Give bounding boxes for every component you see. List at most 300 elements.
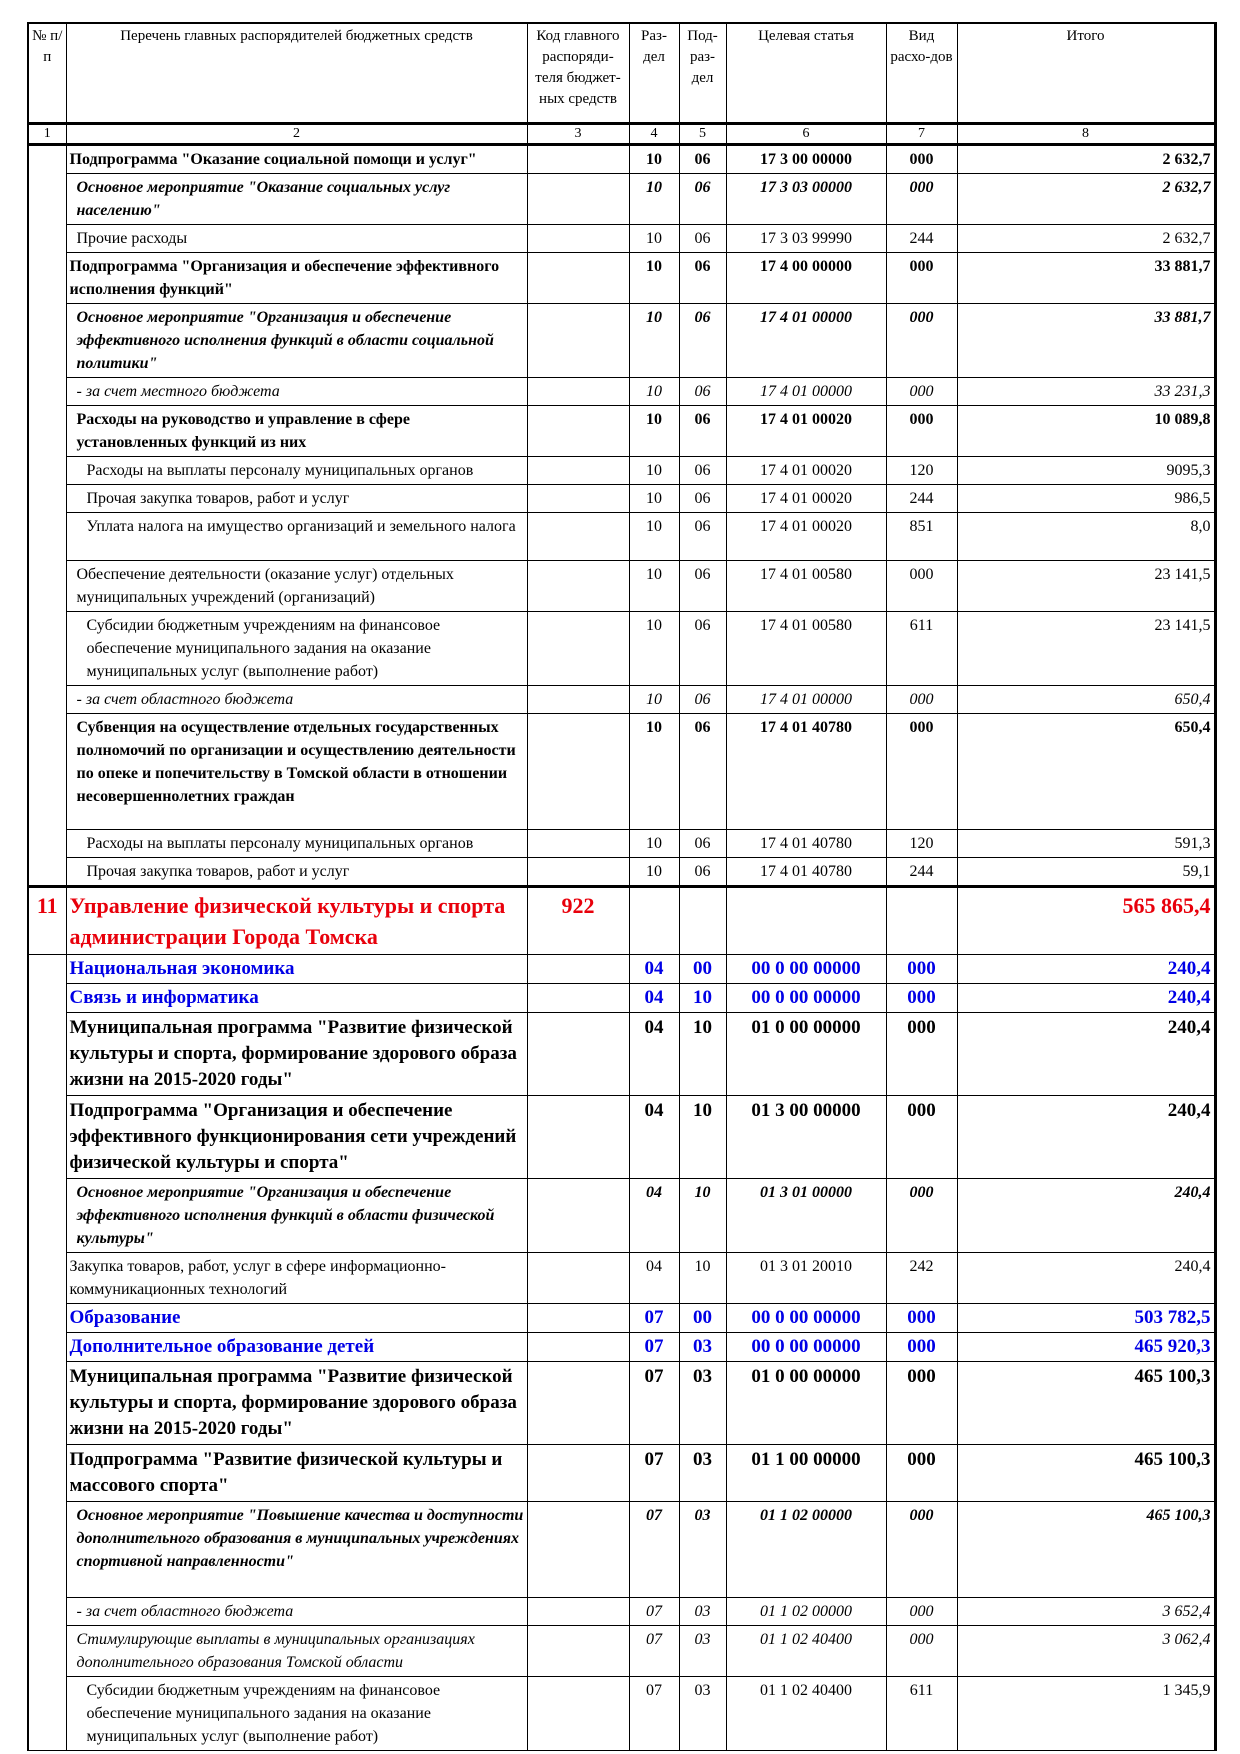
row-razdel: 07 — [629, 1444, 679, 1501]
row-code — [527, 252, 629, 303]
row-total: 240,4 — [957, 954, 1215, 983]
row-num — [28, 1332, 66, 1361]
row-podrazdel: 03 — [679, 1361, 726, 1444]
row-target: 17 4 01 00020 — [726, 512, 886, 560]
row-name: Прочая закупка товаров, работ и услуг — [66, 857, 527, 886]
row-total: 650,4 — [957, 713, 1215, 829]
row-num — [28, 829, 66, 857]
row-razdel: 10 — [629, 829, 679, 857]
row-vid: 000 — [886, 685, 957, 713]
row-num — [28, 377, 66, 405]
row-num — [28, 1444, 66, 1501]
table-row — [28, 1444, 1215, 1501]
row-podrazdel: 06 — [679, 303, 726, 377]
row-num — [28, 484, 66, 512]
row-vid — [886, 886, 957, 954]
row-razdel: 04 — [629, 1178, 679, 1252]
row-code — [527, 1597, 629, 1625]
table-row — [28, 983, 1215, 1012]
row-num — [28, 173, 66, 224]
row-total: 9095,3 — [957, 456, 1215, 484]
row-vid: 000 — [886, 983, 957, 1012]
row-num — [28, 456, 66, 484]
row-code — [527, 611, 629, 685]
row-code — [527, 1095, 629, 1178]
row-podrazdel: 06 — [679, 252, 726, 303]
row-podrazdel — [679, 886, 726, 954]
row-name: Закупка товаров, работ, услуг в сфере информационно-коммуникационных технологий — [66, 1252, 527, 1303]
row-razdel: 10 — [629, 224, 679, 252]
row-razdel: 07 — [629, 1303, 679, 1332]
row-razdel: 10 — [629, 611, 679, 685]
row-target: 00 0 00 00000 — [726, 983, 886, 1012]
row-total: 240,4 — [957, 983, 1215, 1012]
table-row — [28, 1178, 1215, 1252]
row-total: 565 865,4 — [957, 886, 1215, 954]
row-name: Расходы на руководство и управление в сфере установленных функций из них — [66, 405, 527, 456]
row-target: 01 0 00 00000 — [726, 1361, 886, 1444]
row-code — [527, 713, 629, 829]
row-podrazdel: 03 — [679, 1332, 726, 1361]
row-total: 465 100,3 — [957, 1444, 1215, 1501]
row-num — [28, 713, 66, 829]
row-num — [28, 983, 66, 1012]
row-vid: 000 — [886, 1303, 957, 1332]
table-row — [28, 252, 1215, 303]
row-num — [28, 1095, 66, 1178]
table-row — [28, 685, 1215, 713]
row-total: 986,5 — [957, 484, 1215, 512]
row-razdel: 10 — [629, 857, 679, 886]
row-name: Основное мероприятие "Организация и обеспечение эффективного исполнения функций в области физической культуры" — [66, 1178, 527, 1252]
row-num — [28, 224, 66, 252]
row-podrazdel: 10 — [679, 1178, 726, 1252]
row-code — [527, 685, 629, 713]
table-row — [28, 1501, 1215, 1597]
row-target: 01 1 02 40400 — [726, 1676, 886, 1750]
table-row — [28, 1252, 1215, 1303]
table-row — [28, 611, 1215, 685]
row-target: 17 4 01 40780 — [726, 829, 886, 857]
colnum: 8 — [957, 123, 1215, 144]
row-vid: 000 — [886, 252, 957, 303]
row-name: Дополнительное образование детей — [66, 1332, 527, 1361]
header-col-num: № п/п — [28, 23, 66, 123]
row-vid: 000 — [886, 1012, 957, 1095]
row-razdel: 04 — [629, 954, 679, 983]
row-code — [527, 1252, 629, 1303]
row-razdel: 10 — [629, 252, 679, 303]
row-vid: 000 — [886, 377, 957, 405]
row-total: 33 881,7 — [957, 252, 1215, 303]
row-total: 33 881,7 — [957, 303, 1215, 377]
row-total: 10 089,8 — [957, 405, 1215, 456]
row-razdel: 07 — [629, 1625, 679, 1676]
row-name: Подпрограмма "Организация и обеспечение эффективного функционирования сети учреждений физической культуры и спорта" — [66, 1095, 527, 1178]
row-code — [527, 954, 629, 983]
row-vid: 120 — [886, 456, 957, 484]
table-row — [28, 1361, 1215, 1444]
header-col-vid: Вид расхо-дов — [886, 23, 957, 123]
row-code — [527, 857, 629, 886]
row-razdel: 10 — [629, 456, 679, 484]
row-podrazdel: 10 — [679, 1095, 726, 1178]
row-vid: 000 — [886, 144, 957, 173]
row-target: 01 1 02 00000 — [726, 1501, 886, 1597]
row-podrazdel: 06 — [679, 857, 726, 886]
row-target: 17 4 01 00000 — [726, 303, 886, 377]
row-total: 465 920,3 — [957, 1332, 1215, 1361]
colnum: 3 — [527, 123, 629, 144]
row-num — [28, 512, 66, 560]
row-podrazdel: 06 — [679, 512, 726, 560]
row-total: 59,1 — [957, 857, 1215, 886]
table-row — [28, 377, 1215, 405]
row-code — [527, 1012, 629, 1095]
table-row — [28, 1095, 1215, 1178]
row-target: 01 0 00 00000 — [726, 1012, 886, 1095]
row-target: 17 3 00 00000 — [726, 144, 886, 173]
table-row — [28, 173, 1215, 224]
row-name: Управление физической культуры и спорта администрации Города Томска — [66, 886, 527, 954]
row-vid: 000 — [886, 1361, 957, 1444]
row-vid: 000 — [886, 1597, 957, 1625]
row-name: - за счет местного бюджета — [66, 377, 527, 405]
table-row — [28, 1625, 1215, 1676]
row-total: 465 100,3 — [957, 1501, 1215, 1597]
row-vid: 000 — [886, 1625, 957, 1676]
row-target: 17 4 00 00000 — [726, 252, 886, 303]
colnum: 5 — [679, 123, 726, 144]
colnum: 2 — [66, 123, 527, 144]
row-name: Субсидии бюджетным учреждениям на финансовое обеспечение муниципального задания на оказание муниципальных услуг (выполнение работ) — [66, 1676, 527, 1750]
row-num — [28, 954, 66, 983]
header-col-target: Целевая статья — [726, 23, 886, 123]
row-vid: 000 — [886, 713, 957, 829]
table-row — [28, 954, 1215, 983]
row-target: 17 4 01 40780 — [726, 857, 886, 886]
row-target: 01 1 02 00000 — [726, 1597, 886, 1625]
row-target: 01 1 00 00000 — [726, 1444, 886, 1501]
row-razdel: 07 — [629, 1501, 679, 1597]
row-vid: 000 — [886, 1332, 957, 1361]
row-code — [527, 1625, 629, 1676]
table-row — [28, 512, 1215, 560]
row-name: Связь и информатика — [66, 983, 527, 1012]
row-name: Основное мероприятие "Повышение качества и доступности дополнительного образования в муниципальных учреждениях спортивной направленности" — [66, 1501, 527, 1597]
row-num — [28, 1501, 66, 1597]
row-name: Прочая закупка товаров, работ и услуг — [66, 484, 527, 512]
row-code — [527, 484, 629, 512]
row-code — [527, 983, 629, 1012]
row-target: 00 0 00 00000 — [726, 954, 886, 983]
row-code — [527, 1444, 629, 1501]
row-vid: 120 — [886, 829, 957, 857]
row-name: Основное мероприятие "Организация и обеспечение эффективного исполнения функций в области социальной политики" — [66, 303, 527, 377]
header-col-podrazdel: Под-раз-дел — [679, 23, 726, 123]
row-vid: 242 — [886, 1252, 957, 1303]
row-vid: 000 — [886, 173, 957, 224]
table-row — [28, 857, 1215, 886]
row-podrazdel: 10 — [679, 1252, 726, 1303]
row-code — [527, 1501, 629, 1597]
row-total: 503 782,5 — [957, 1303, 1215, 1332]
row-code — [527, 144, 629, 173]
row-name: Расходы на выплаты персоналу муниципальных органов — [66, 829, 527, 857]
row-target: 01 1 02 40400 — [726, 1625, 886, 1676]
row-podrazdel: 03 — [679, 1444, 726, 1501]
row-total: 23 141,5 — [957, 560, 1215, 611]
row-total: 2 632,7 — [957, 224, 1215, 252]
row-vid: 244 — [886, 224, 957, 252]
row-code — [527, 512, 629, 560]
row-code — [527, 173, 629, 224]
table-row — [28, 829, 1215, 857]
row-razdel: 04 — [629, 1095, 679, 1178]
row-num — [28, 857, 66, 886]
row-num: 11 — [28, 886, 66, 954]
row-podrazdel: 06 — [679, 484, 726, 512]
row-total: 465 100,3 — [957, 1361, 1215, 1444]
row-total: 33 231,3 — [957, 377, 1215, 405]
row-vid: 000 — [886, 954, 957, 983]
table-row — [28, 1012, 1215, 1095]
row-total: 23 141,5 — [957, 611, 1215, 685]
row-razdel: 07 — [629, 1676, 679, 1750]
colnum: 1 — [28, 123, 66, 144]
table-row — [28, 484, 1215, 512]
row-target: 17 4 01 00580 — [726, 560, 886, 611]
row-name: Расходы на выплаты персоналу муниципальных органов — [66, 456, 527, 484]
row-vid: 000 — [886, 1095, 957, 1178]
row-name: Обеспечение деятельности (оказание услуг) отдельных муниципальных учреждений (организаций) — [66, 560, 527, 611]
row-name: Подпрограмма "Оказание социальной помощи и услуг" — [66, 144, 527, 173]
row-razdel: 04 — [629, 983, 679, 1012]
row-podrazdel: 06 — [679, 829, 726, 857]
row-total: 240,4 — [957, 1012, 1215, 1095]
row-total: 1 345,9 — [957, 1676, 1215, 1750]
budget-table — [27, 22, 1217, 1751]
row-name: Национальная экономика — [66, 954, 527, 983]
row-podrazdel: 00 — [679, 954, 726, 983]
row-name: Муниципальная программа "Развитие физической культуры и спорта, формирование здорового образа жизни на 2015-2020 годы" — [66, 1012, 527, 1095]
row-razdel: 07 — [629, 1361, 679, 1444]
row-vid: 000 — [886, 1444, 957, 1501]
row-vid: 000 — [886, 1178, 957, 1252]
row-num — [28, 252, 66, 303]
table-row — [28, 1303, 1215, 1332]
row-name: - за счет областного бюджета — [66, 1597, 527, 1625]
row-total: 240,4 — [957, 1178, 1215, 1252]
row-code — [527, 456, 629, 484]
row-target: 01 3 00 00000 — [726, 1095, 886, 1178]
row-name: Подпрограмма "Развитие физической культуры и массового спорта" — [66, 1444, 527, 1501]
row-podrazdel: 06 — [679, 173, 726, 224]
row-total: 3 652,4 — [957, 1597, 1215, 1625]
row-num — [28, 1597, 66, 1625]
table-row — [28, 1332, 1215, 1361]
row-vid: 000 — [886, 560, 957, 611]
row-podrazdel: 06 — [679, 405, 726, 456]
row-code — [527, 1303, 629, 1332]
table-row — [28, 303, 1215, 377]
row-num — [28, 303, 66, 377]
row-code: 922 — [527, 886, 629, 954]
row-total: 8,0 — [957, 512, 1215, 560]
table-row — [28, 144, 1215, 173]
row-razdel: 10 — [629, 144, 679, 173]
row-razdel: 07 — [629, 1597, 679, 1625]
row-name: Субвенция на осуществление отдельных государственных полномочий по организации и осуществлению деятельности по опеке и попечительству в Томской области в отношении несовершеннолетних граждан — [66, 713, 527, 829]
row-code — [527, 224, 629, 252]
row-podrazdel: 06 — [679, 713, 726, 829]
row-code — [527, 829, 629, 857]
colnum: 7 — [886, 123, 957, 144]
row-podrazdel: 06 — [679, 685, 726, 713]
table-row — [28, 1676, 1215, 1750]
row-razdel: 07 — [629, 1332, 679, 1361]
row-razdel: 10 — [629, 484, 679, 512]
row-code — [527, 1178, 629, 1252]
row-num — [28, 1252, 66, 1303]
row-num — [28, 1625, 66, 1676]
row-vid: 851 — [886, 512, 957, 560]
row-target: 17 4 01 00000 — [726, 377, 886, 405]
row-num — [28, 560, 66, 611]
row-name: Прочие расходы — [66, 224, 527, 252]
row-vid: 000 — [886, 303, 957, 377]
column-number-row — [28, 123, 1215, 144]
row-name: Стимулирующие выплаты в муниципальных организациях дополнительного образования Томской области — [66, 1625, 527, 1676]
row-code — [527, 1676, 629, 1750]
row-code — [527, 303, 629, 377]
header-row — [28, 23, 1215, 123]
row-total: 3 062,4 — [957, 1625, 1215, 1676]
row-target: 00 0 00 00000 — [726, 1303, 886, 1332]
row-vid: 000 — [886, 1501, 957, 1597]
table-row — [28, 456, 1215, 484]
table-row — [28, 405, 1215, 456]
row-razdel: 10 — [629, 377, 679, 405]
table-row — [28, 560, 1215, 611]
row-total: 240,4 — [957, 1095, 1215, 1178]
header-col-razdel: Раз-дел — [629, 23, 679, 123]
row-podrazdel: 03 — [679, 1597, 726, 1625]
table-body — [28, 144, 1215, 1750]
row-vid: 611 — [886, 611, 957, 685]
row-total: 650,4 — [957, 685, 1215, 713]
row-code — [527, 377, 629, 405]
table-row — [28, 1597, 1215, 1625]
header-col-code: Код главного распоряди-теля бюджет-ных средств — [527, 23, 629, 123]
row-podrazdel: 06 — [679, 224, 726, 252]
row-num — [28, 405, 66, 456]
row-podrazdel: 06 — [679, 560, 726, 611]
row-podrazdel: 06 — [679, 377, 726, 405]
row-num — [28, 144, 66, 173]
header-col-name: Перечень главных распорядителей бюджетных средств — [66, 23, 527, 123]
row-razdel: 10 — [629, 560, 679, 611]
row-name: Подпрограмма "Организация и обеспечение эффективного исполнения функций" — [66, 252, 527, 303]
row-target: 00 0 00 00000 — [726, 1332, 886, 1361]
row-name: Муниципальная программа "Развитие физической культуры и спорта, формирование здорового образа жизни на 2015-2020 годы" — [66, 1361, 527, 1444]
row-num — [28, 1303, 66, 1332]
colnum: 6 — [726, 123, 886, 144]
row-podrazdel: 03 — [679, 1625, 726, 1676]
row-name: Образование — [66, 1303, 527, 1332]
row-total: 2 632,7 — [957, 144, 1215, 173]
row-target: 17 3 03 99990 — [726, 224, 886, 252]
row-podrazdel: 06 — [679, 456, 726, 484]
row-razdel: 10 — [629, 405, 679, 456]
table-row — [28, 224, 1215, 252]
row-code — [527, 560, 629, 611]
row-podrazdel: 00 — [679, 1303, 726, 1332]
row-podrazdel: 03 — [679, 1676, 726, 1750]
table-row — [28, 713, 1215, 829]
row-name: Субсидии бюджетным учреждениям на финансовое обеспечение муниципального задания на оказание муниципальных услуг (выполнение работ) — [66, 611, 527, 685]
row-code — [527, 405, 629, 456]
row-num — [28, 685, 66, 713]
row-total: 240,4 — [957, 1252, 1215, 1303]
row-target: 17 4 01 00580 — [726, 611, 886, 685]
row-target: 17 4 01 00020 — [726, 484, 886, 512]
row-target: 17 3 03 00000 — [726, 173, 886, 224]
row-target: 01 3 01 20010 — [726, 1252, 886, 1303]
row-code — [527, 1332, 629, 1361]
budget-table-wrapper — [27, 22, 1214, 1751]
row-target: 17 4 01 00020 — [726, 456, 886, 484]
row-target: 17 4 01 00000 — [726, 685, 886, 713]
row-num — [28, 1178, 66, 1252]
row-razdel: 04 — [629, 1012, 679, 1095]
row-razdel: 10 — [629, 173, 679, 224]
row-razdel: 10 — [629, 713, 679, 829]
row-razdel: 10 — [629, 303, 679, 377]
row-target — [726, 886, 886, 954]
row-target: 01 3 01 00000 — [726, 1178, 886, 1252]
row-razdel: 04 — [629, 1252, 679, 1303]
header-col-total: Итого — [957, 23, 1215, 123]
row-razdel — [629, 886, 679, 954]
row-vid: 000 — [886, 405, 957, 456]
row-razdel: 10 — [629, 512, 679, 560]
row-podrazdel: 10 — [679, 983, 726, 1012]
row-podrazdel: 06 — [679, 144, 726, 173]
row-name: Основное мероприятие "Оказание социальных услуг населению" — [66, 173, 527, 224]
row-podrazdel: 03 — [679, 1501, 726, 1597]
row-total: 2 632,7 — [957, 173, 1215, 224]
row-num — [28, 1361, 66, 1444]
row-code — [527, 1361, 629, 1444]
row-podrazdel: 06 — [679, 611, 726, 685]
row-vid: 244 — [886, 857, 957, 886]
row-num — [28, 1676, 66, 1750]
row-vid: 611 — [886, 1676, 957, 1750]
row-name: - за счет областного бюджета — [66, 685, 527, 713]
colnum: 4 — [629, 123, 679, 144]
row-num — [28, 611, 66, 685]
row-podrazdel: 10 — [679, 1012, 726, 1095]
row-name: Уплата налога на имущество организаций и земельного налога — [66, 512, 527, 560]
row-razdel: 10 — [629, 685, 679, 713]
row-num — [28, 1012, 66, 1095]
row-vid: 244 — [886, 484, 957, 512]
row-target: 17 4 01 40780 — [726, 713, 886, 829]
row-total: 591,3 — [957, 829, 1215, 857]
table-row — [28, 886, 1215, 954]
row-target: 17 4 01 00020 — [726, 405, 886, 456]
